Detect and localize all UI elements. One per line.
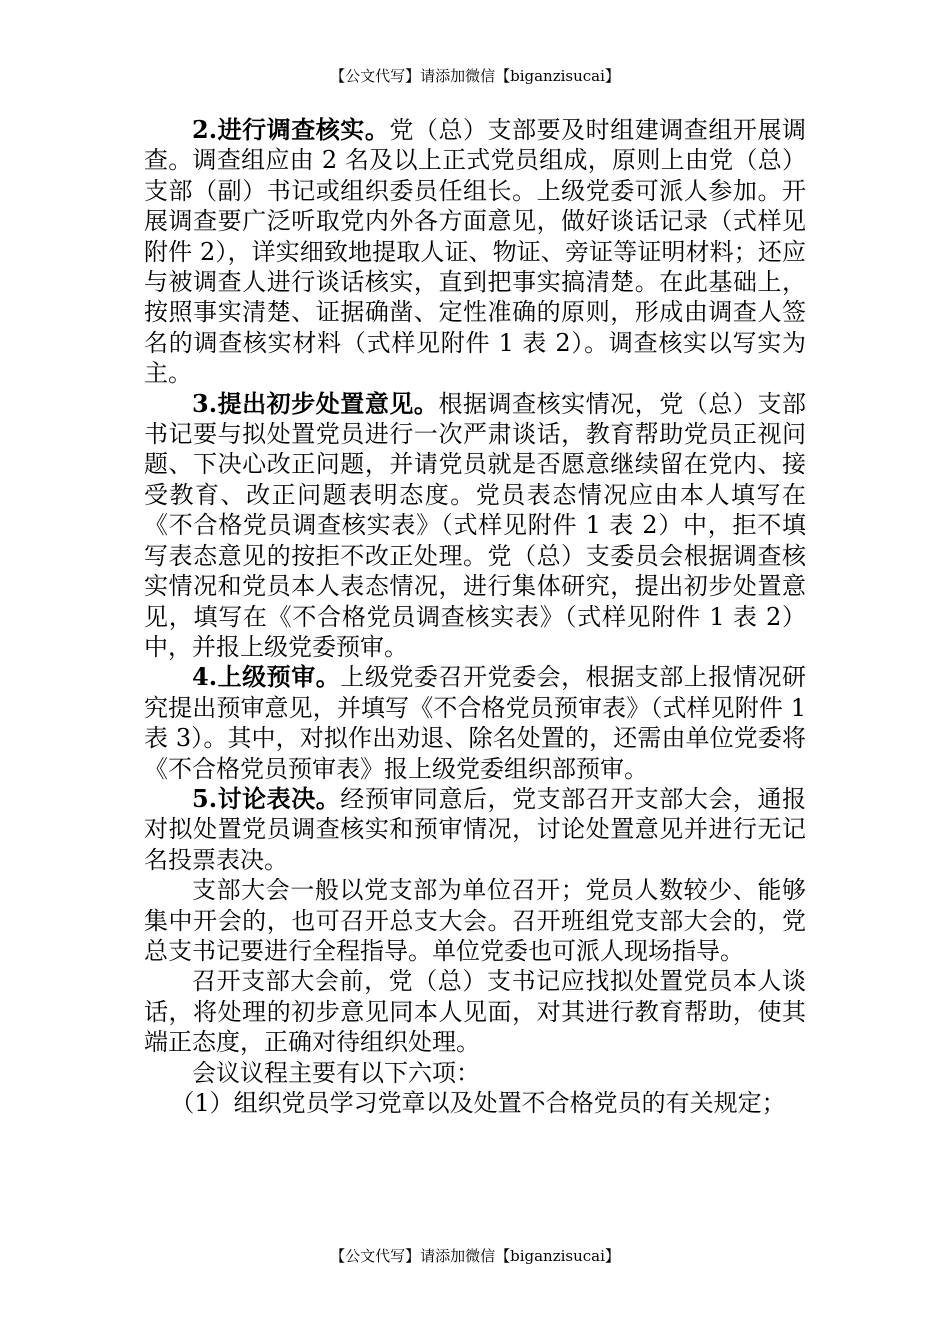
agenda-item: （1）组织党员学习党章以及处置不合格党员的有关规定； (170, 1089, 786, 1117)
page-footer: 【公文代写】请添加微信【biganzisucai】 (330, 1247, 620, 1265)
section-paragraph (144, 662, 806, 784)
body-paragraph: 会议议程主要有以下六项： (192, 1058, 480, 1087)
section-heading: 5.讨论表决。 (192, 783, 341, 813)
section-paragraph (144, 115, 806, 389)
body-paragraph: 召开支部大会前，党（总）支书记应找拟处置党员本人谈话，将处理的初步意见同本人见面，对其进行教育帮助，使其端正态度，正确对待组织处理。 (144, 967, 806, 1057)
section-paragraph (144, 389, 806, 663)
section-text: 根据调查核实情况，党（总）支部书记要与拟处置党员进行一次严肃谈话，教育帮助党员正视问题、下决心改正问题，并请党员就是否愿意继续留在党内、接受教育、改正问题表明态度。党员表态情况应由本人填写在《不合格党员调查核实表》（式样见附件 1 表 2）中，拒不填写表态意见的按拒不改正处理。党（总）支委员会根据调查核实情况和党员本人表态情况，进行集体研究，提出初步处置意见，填写在《不合格党员调查核实表》（式样见附件 1 表 2）中，并报上级党委预审。 (144, 389, 806, 661)
section-heading: 4.上级预审。 (192, 662, 341, 692)
section-text: 经预审同意后，党支部召开支部大会，通报对拟处置党员调查核实和预审情况，讨论处置意见并进行无记名投票表决。 (144, 784, 806, 874)
body-paragraph: 支部大会一般以党支部为单位召开；党员人数较少、能够集中开会的，也可召开总支大会。召开班组党支部大会的，党总支书记要进行全程指导。单位党委也可派人现场指导。 (144, 876, 806, 965)
section-paragraph (144, 784, 806, 875)
section-heading: 2.进行调查核实。 (192, 115, 390, 144)
section-text: 党（总）支部要及时组建调查组开展调查。调查组应由 2 名及以上正式党员组成，原则上由党（总）支部（副）书记或组织委员任组长。上级党委可派人参加。开展调查要广泛听取党内外各方面意见，做好谈话记录（式样见附件 2），详实细致地提取人证、物证、旁证等证明材料；还应与被调查人进行谈话核实，直到把事实搞清楚。在此基础上，按照事实清楚、证据确凿、定性准确的原则，形成由调查人签名的调查核实材料（式样见附件 1 表 2）。调查核实以写实为主。 (144, 116, 806, 388)
document-body (144, 115, 806, 1118)
page-header: 【公文代写】请添加微信【biganzisucai】 (330, 67, 620, 85)
section-text: 上级党委召开党委会，根据支部上报情况研究提出预审意见，并填写《不合格党员预审表》（式样见附件 1 表 3）。其中，对拟作出劝退、除名处置的，还需由单位党委将《不合格党员预审表》报上级党委组织部预审。 (144, 663, 806, 783)
section-heading: 3.提出初步处置意见。 (192, 388, 439, 418)
